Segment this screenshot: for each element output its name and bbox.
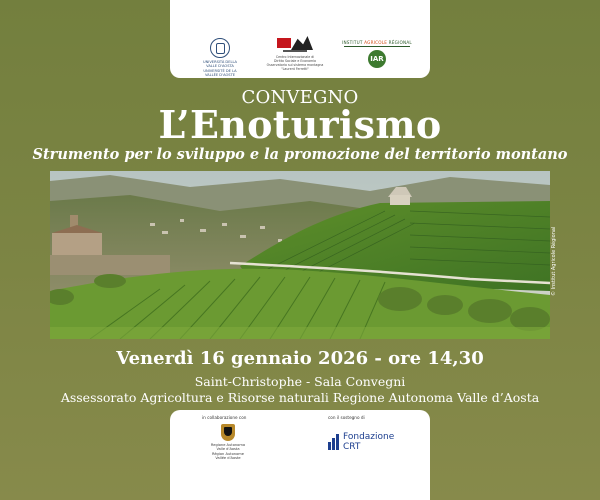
iar-name: INSTITUT AGRICOLE RÉGIONAL [342,40,412,45]
mountain-mark-icon [277,36,313,54]
partner-logos-header [170,0,430,78]
institut-agricole-regional-logo [342,40,412,68]
university-seal-icon [210,38,230,58]
partner-logos-footer [170,410,430,500]
photo-credit: © Institut Agricole Régional [551,226,557,296]
vineyard-photo [50,171,550,339]
event-title: L’Enoturismo [158,102,442,147]
collaboration-label: in collaborazione con [202,415,247,420]
crt-bars-icon [328,434,339,450]
event-venue: Saint-Christophe - Sala Convegni [194,374,406,389]
fondazione-crt-logo [328,432,394,452]
coat-of-arms-icon [221,424,235,441]
rva-logo-text: Regione Autonoma Valle d'Aosta Région Autonome Vallée d'Aoste [210,443,246,460]
iar-divider [344,46,410,47]
universita-logo-text: UNIVERSITÀ DELLA VALLE D'AOSTA UNIVERSITÉ DE LA VALLÉE D'AOSTE [202,60,238,77]
iar-circle-icon: IAR [368,50,386,68]
cervim-logo [266,36,324,71]
event-host: Assessorato Agricoltura e Risorse naturali Regione Autonoma Valle d’Aosta [60,390,540,405]
event-kicker: CONVEGNO [241,87,359,108]
event-date: Venerdì 16 gennaio 2026 - ore 14,30 [116,348,484,369]
crt-logo-text: Fondazione CRT [343,432,395,452]
universita-valle-aosta-logo [198,38,242,77]
cervim-logo-text: Centro Internazionale di Diritto Sociale e Economia Osservatorio sul sistema montagna "Laurent Ferretti" [266,55,324,71]
support-label: con il sostegno di [328,415,365,420]
regione-valle-aosta-logo [208,424,248,460]
event-subtitle: Strumento per lo sviluppo e la promozione del territorio montano [32,146,568,163]
vineyard-landscape-image [50,171,550,339]
